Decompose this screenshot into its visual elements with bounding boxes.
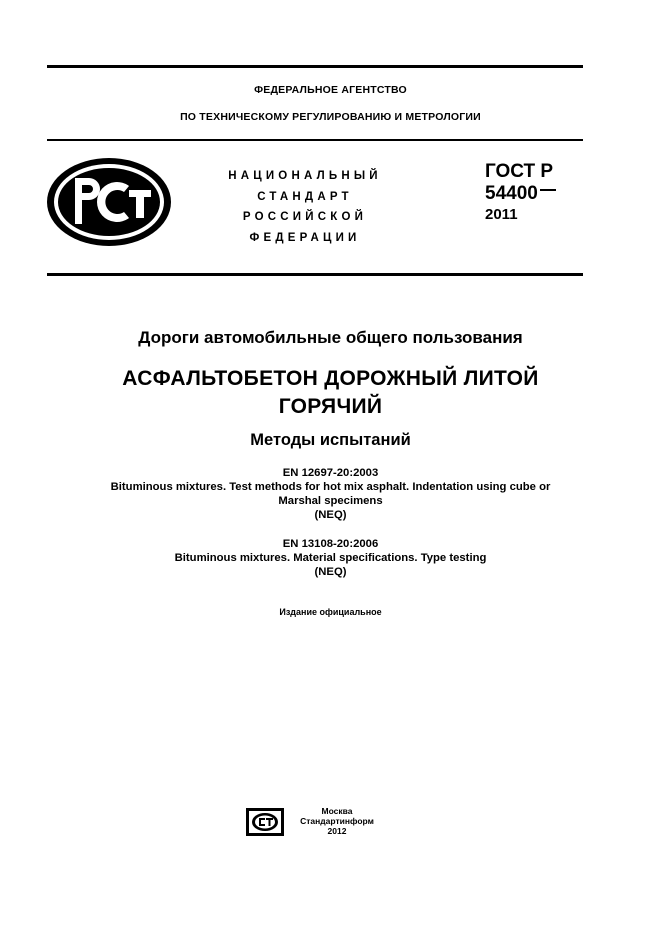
gost-year: 2011	[485, 206, 518, 223]
publisher-year: 2012	[327, 826, 347, 836]
gost-number: 54400	[485, 183, 538, 204]
standard-desc-line-1: Bituminous mixtures. Test methods for hot mix asphalt. Indentation using cube or	[110, 481, 551, 493]
edition-label: Издание официальное	[279, 607, 382, 617]
standard-desc-line-1: Bituminous mixtures. Material specifications. Type testing	[174, 552, 487, 564]
gost-designation	[485, 161, 556, 225]
standard-equivalence: (NEQ)	[314, 509, 347, 521]
document-main-title	[0, 365, 661, 421]
standard-reference-1	[0, 466, 661, 522]
standard-equivalence: (NEQ)	[314, 566, 347, 578]
national-standard-label	[190, 166, 420, 248]
rst-logo-icon	[45, 156, 173, 248]
standard-desc-line-2: Marshal specimens	[278, 495, 383, 507]
top-rule	[47, 65, 583, 68]
main-title-line-2: ГОРЯЧИЙ	[278, 395, 383, 418]
document-methods-title: Методы испытаний	[250, 431, 411, 449]
nsf-line-4: ФЕДЕРАЦИИ	[249, 231, 361, 244]
agency-rule	[47, 139, 583, 141]
nsf-line-1: НАЦИОНАЛЬНЫЙ	[228, 170, 382, 182]
agency-line-1: ФЕДЕРАЛЬНОЕ АГЕНТСТВО	[254, 84, 407, 96]
publisher-name: Стандартинформ	[300, 816, 374, 826]
agency-line-2: ПО ТЕХНИЧЕСКОМУ РЕГУЛИРОВАНИЮ И МЕТРОЛОГИИ	[180, 111, 481, 123]
document-subtitle: Дороги автомобильные общего пользования	[138, 328, 523, 347]
main-title-line-1: АСФАЛЬТОБЕТОН ДОРОЖНЫЙ ЛИТОЙ	[122, 367, 539, 390]
nsf-line-2: СТАНДАРТ	[257, 190, 353, 203]
standard-code: EN 12697-20:2003	[282, 467, 379, 479]
nsf-line-3: РОССИЙСКОЙ	[242, 211, 368, 223]
gost-dash	[540, 189, 556, 191]
publisher-city: Москва	[321, 806, 353, 816]
standard-code: EN 13108-20:2006	[282, 538, 379, 550]
publisher-info	[292, 806, 382, 836]
standard-reference-2	[0, 537, 661, 579]
gost-label: ГОСТ Р	[485, 161, 554, 182]
standartinform-logo-icon	[246, 808, 284, 836]
header-bottom-rule	[47, 273, 583, 276]
